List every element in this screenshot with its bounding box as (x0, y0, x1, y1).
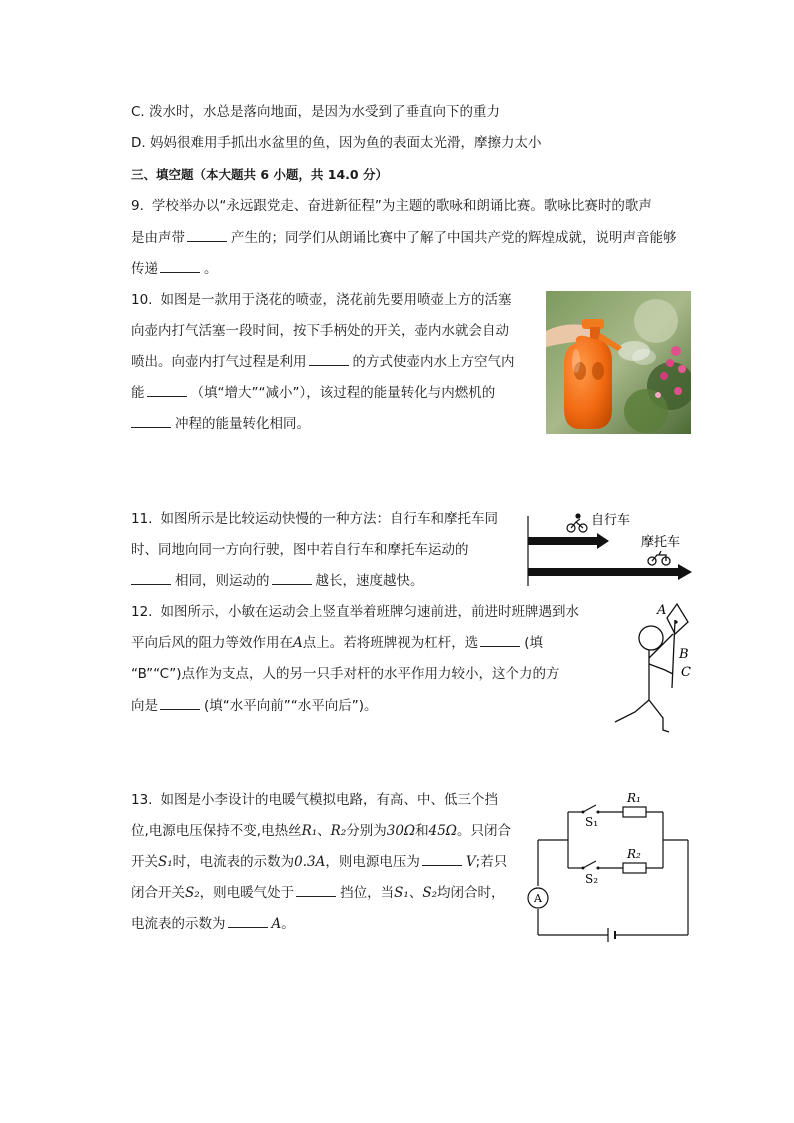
section-title: 三、填空题（本大题共 6 小题，共 14.0 分） (131, 167, 388, 182)
moto-arrow (528, 564, 692, 580)
spray-bottle-photo (546, 291, 691, 434)
q9-line1: 9. 学校举办以“永远跟党走、奋进新征程”为主题的歌咏和朗诵比赛。歌咏比赛时的歌声 (131, 198, 652, 214)
q12-line4: 向是 (填“水平向前”“水平向后”)。 (131, 698, 378, 714)
answer-blank[interactable] (228, 915, 268, 928)
switch-s1 (583, 805, 596, 812)
q10-line5: 冲程的能量转化相同。 (131, 415, 310, 433)
q11-line3: 相同，则运动的 越长，速度越快。 (131, 572, 424, 590)
sign-board (667, 604, 688, 634)
point-a-label: A (657, 603, 667, 618)
r1-label: R₁ (627, 791, 641, 805)
q12-line2: 平向后风的阻力等效作用在A点上。若将班牌视为杠杆，选 (填 (131, 635, 544, 651)
answer-blank[interactable] (480, 634, 520, 647)
q11-line2: 时、同地向同一方向行驶，图中若自行车和摩托车运动的 (131, 542, 469, 558)
circuit-diagram (523, 788, 693, 948)
resistor-r1 (623, 807, 646, 817)
point-b-label: B (679, 647, 689, 662)
motorcycle-icon (648, 551, 670, 565)
r2-label: R₂ (627, 847, 641, 861)
q13-line4: 闭合开关S₂，则电暖气处于 挡位，当S₁、S₂均闭合时， (131, 885, 505, 901)
resistor-r2 (623, 863, 646, 873)
motion-comparison-figure (525, 508, 697, 588)
answer-blank[interactable] (422, 853, 462, 866)
option-d: D. 妈妈很难用手抓出水盆里的鱼，因为鱼的表面太光滑，摩擦力太小 (131, 135, 542, 151)
q12-line1: 12. 如图所示，小敏在运动会上竖直举着班牌匀速前进，前进时班牌遇到水 (131, 604, 579, 620)
q13-line1: 13. 如图是小李设计的电暖气模拟电路，有高、中、低三个挡 (131, 792, 498, 808)
q13-line5: 电流表的示数为 A。 (131, 916, 295, 932)
option-c: C. 泼水时，水总是落向地面，是因为水受到了垂直向下的重力 (131, 104, 501, 120)
answer-blank[interactable] (296, 884, 336, 897)
answer-blank[interactable] (131, 415, 171, 428)
bicycle-icon (567, 514, 587, 532)
answer-blank[interactable] (272, 572, 312, 585)
switch-s2 (583, 861, 596, 868)
q9-number: 9. (131, 198, 144, 214)
q11-line1: 11. 如图所示是比较运动快慢的一种方法：自行车和摩托车同 (131, 511, 498, 527)
q13-number: 13. (131, 792, 153, 808)
q13-line2: 位,电源电压保持不变,电热丝R₁、R₂分别为30Ω和45Ω。只闭合 (131, 823, 511, 839)
q12-number: 12. (131, 604, 153, 620)
answer-blank[interactable] (160, 260, 200, 273)
s2-label: S₂ (585, 872, 599, 886)
q10-line3: 喷出。向壶内打气过程是利用 的方式使壶内水上方空气内 (131, 354, 515, 370)
bike-label: 自行车 (591, 513, 631, 528)
q10-number: 10. (131, 292, 153, 308)
answer-blank[interactable] (131, 572, 171, 585)
q10-line4: 能 （填“增大”“减小”），该过程的能量转化与内燃机的 (131, 385, 496, 401)
person-with-sign-figure (605, 600, 705, 735)
answer-blank[interactable] (309, 353, 349, 366)
answer-blank[interactable] (187, 229, 227, 242)
answer-blank[interactable] (147, 384, 187, 397)
q9-line3: 传递 。 (131, 261, 218, 277)
q12-line3: “B”“C”)点作为支点，人的另一只手对杆的水平作用力较小，这个力的方 (131, 666, 560, 682)
q10-line2: 向壶内打气活塞一段时间，按下手柄处的开关，壶内水就会自动 (131, 323, 509, 339)
q11-number: 11. (131, 511, 153, 527)
ammeter-label: A (534, 892, 542, 905)
q10-line1: 10. 如图是一款用于浇花的喷壶，浇花前先要用喷壶上方的活塞 (131, 292, 512, 308)
bike-arrow (528, 533, 609, 549)
moto-label: 摩托车 (641, 535, 681, 550)
head (639, 626, 663, 650)
point-c-label: C (681, 665, 691, 680)
q9-line2: 是由声带 产生的；同学们从朗诵比赛中了解了中国共产党的辉煌成就，说明声音能够 (131, 230, 677, 246)
s1-label: S₁ (585, 815, 599, 829)
answer-blank[interactable] (160, 697, 200, 710)
q13-line3: 开关S₁时，电流表的示数为0.3A，则电源电压为 V;若只 (131, 854, 508, 870)
